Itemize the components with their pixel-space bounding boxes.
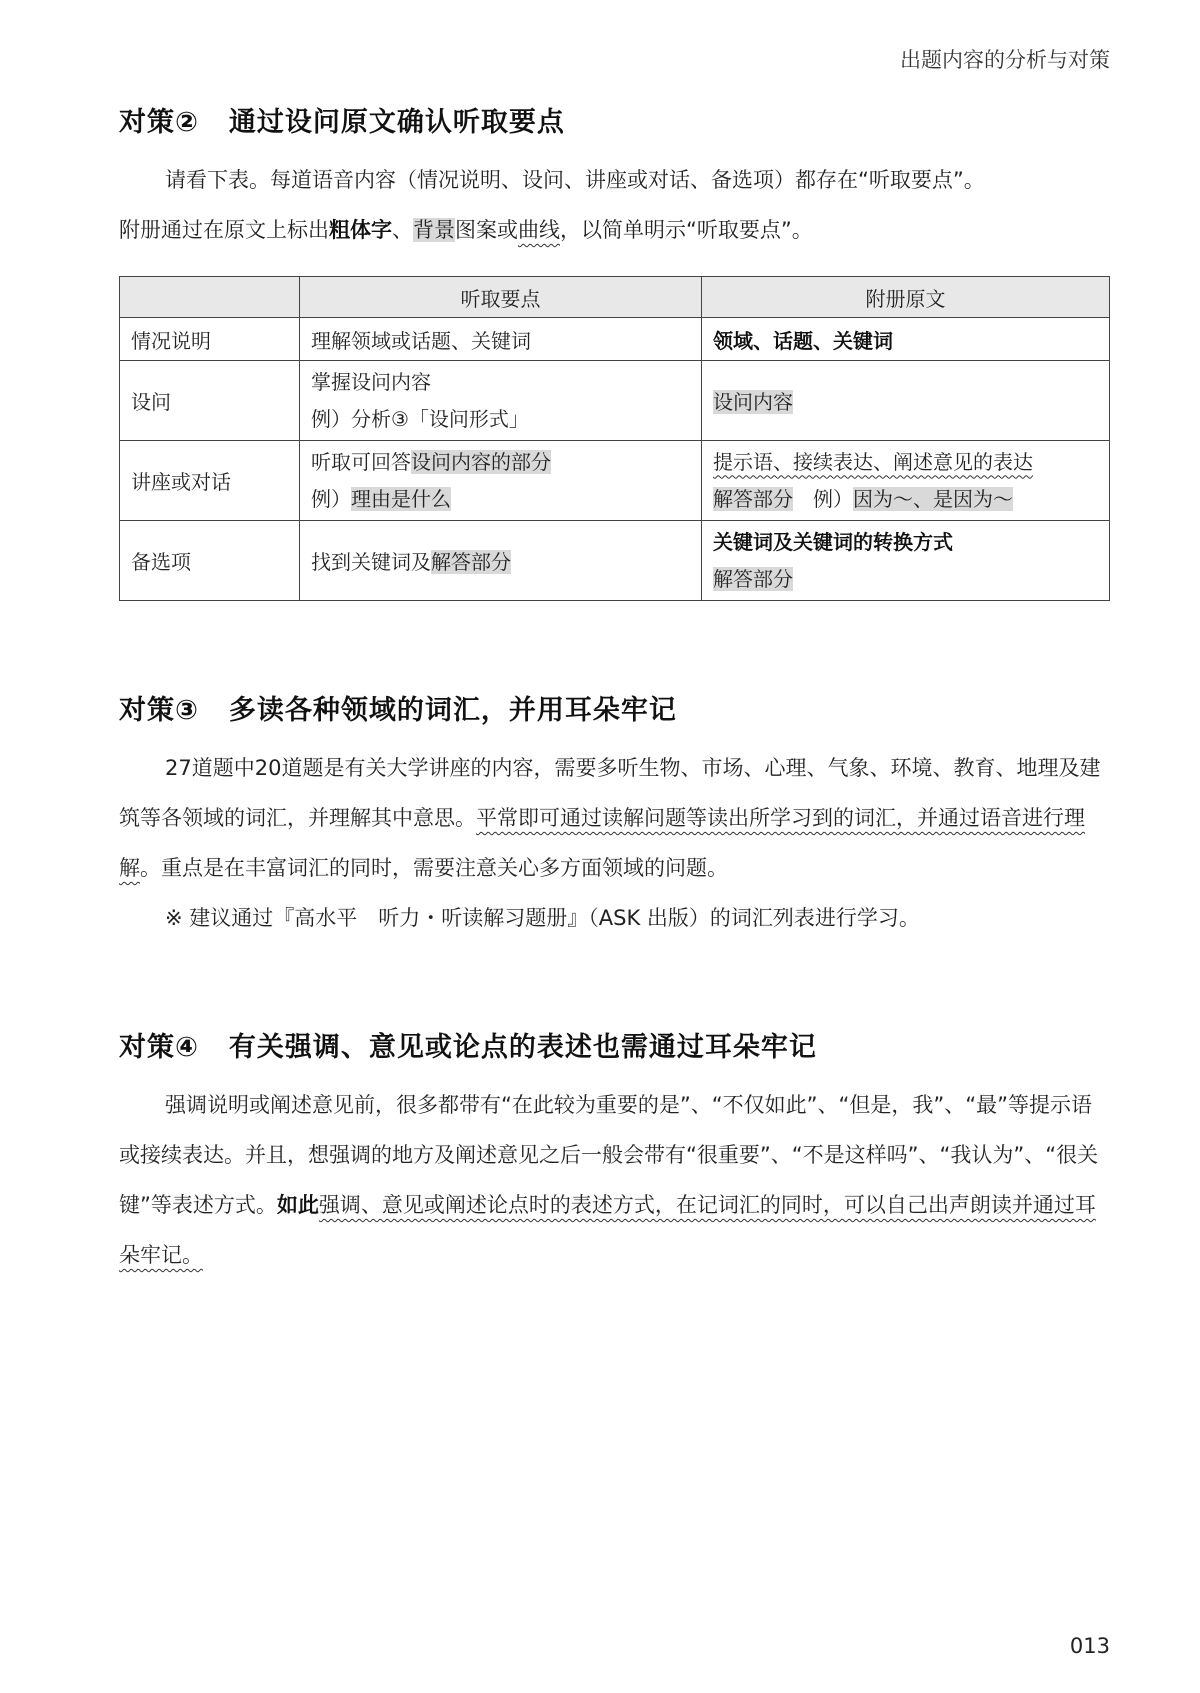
highlighted-text: 背景 [413,218,455,242]
cell-line [713,481,1098,518]
cell-line: 例）分析③「设问形式」 [311,406,529,431]
bold-text: 关键词及关键词的转换方式 [713,529,953,554]
text-run: 例） [793,486,853,511]
section-heading [119,688,1110,727]
listening-points-table [119,276,1110,601]
highlighted-text: 解答部分 [431,550,511,574]
source-cell [702,361,1110,441]
table-row [120,521,1110,601]
table-row [120,318,1110,361]
row-label: 讲座或对话 [120,441,300,521]
listening-point-cell [300,361,702,441]
row-label: 备选项 [120,521,300,601]
bold-text: 如此 [276,1193,319,1217]
listening-point-cell [300,441,702,521]
row-label: 设问 [120,361,300,441]
paragraph: 请看下表。每道语音内容（情况说明、设问、讲座或对话、备选项）都存在“听取要点”。 [165,168,985,192]
text-run: 图案或 [455,218,518,242]
text-run: 。重点是在丰富词汇的同时，需要注意关心多方面领域的问题。 [140,856,728,880]
section-strategy-4 [119,1025,1110,1280]
highlighted-text: 设问内容的部分 [411,449,551,474]
paragraph [119,743,1110,893]
bold-text: 领域、话题、关键词 [713,328,893,353]
row-label: 情况说明 [120,318,300,361]
wavy-underlined-text: 平常即可通过读解问题等读出所学习到的词汇，并通过语音进行理解 [119,806,1085,880]
bold-text: 粗体字 [329,218,392,242]
table-header-cell: 附册原文 [702,277,1110,318]
highlighted-text: 解答部分 [713,486,793,511]
listening-point-cell: 理解领域或话题、关键词 [300,318,702,361]
section-title: 有关强调、意见或论点的表述也需通过耳朵牢记 [228,1032,817,1063]
text-run: 听取可回答 [311,449,411,474]
cell-line [311,444,690,481]
cell-line [311,481,690,518]
section-heading [119,1025,1110,1064]
text-run: 附册通过在原文上标出 [119,218,329,242]
wavy-underlined-text: 曲线 [518,218,560,242]
table-row [120,361,1110,441]
section-heading [119,100,1110,139]
table-header-cell [120,277,300,318]
table-header-row [120,277,1110,318]
highlighted-text: 设问内容 [713,390,793,414]
source-cell [702,521,1110,601]
note: ※ 建议通过『高水平 听力・听读解习题册』（ASK 出版）的词汇列表进行学习。 [165,906,920,930]
text-run: ，以简单明示“听取要点”。 [560,218,813,242]
text-run: 、 [392,218,413,242]
highlighted-text: 因为～、是因为～ [853,486,1013,511]
cell-line [713,444,1098,481]
running-header: 出题内容的分析与对策 [900,48,1110,72]
section-number: 对策④ [119,1032,199,1063]
cell-line [713,524,1098,561]
section-strategy-2 [119,100,1110,255]
section-number: 对策② [119,107,199,138]
highlighted-text: 理由是什么 [351,486,451,511]
source-cell [702,441,1110,521]
listening-point-cell [300,521,702,601]
text-run: 例） [311,486,351,511]
wavy-underlined-text: 提示语、接续表达、阐述意见的表达 [713,449,1033,474]
section-title: 通过设问原文确认听取要点 [228,107,565,138]
page-number: 013 [1069,1634,1110,1658]
cell-line: 掌握设问内容 [311,369,431,394]
table-row [120,441,1110,521]
table-header-cell: 听取要点 [300,277,702,318]
text-run: 强调说明或阐述意见前，很多都带有“在此较为重要的是”、“不仅如此”、“但是，我”、“最”等提示语或接续表达。并且，想强调的地方及阐述意见之后一般会带有“很重要”、“不是这样吗”、“我认为”、“很关键”等表述方式。 [119,1093,1099,1217]
section-number: 对策③ [119,695,199,726]
source-cell [702,318,1110,361]
cell-line [713,561,1098,598]
section-title: 多读各种领域的词汇，并用耳朵牢记 [228,695,677,726]
text-run: 找到关键词及 [311,550,431,574]
paragraph [119,1080,1110,1280]
paragraph [119,205,1110,255]
wavy-underlined-text: 强调、意见或阐述论点时的表述方式，在记词汇的同时，可以自己出声朗读并通过耳朵牢记。 [119,1193,1096,1267]
text-run: 27道题中20道题是有关大学讲座的内容，需要多听生物、市场、心理、气象、环境、教育、地理及建筑等各领域的词汇，并理解其中意思。 [119,756,1101,830]
section-strategy-3 [119,688,1110,943]
highlighted-text: 解答部分 [713,566,793,591]
